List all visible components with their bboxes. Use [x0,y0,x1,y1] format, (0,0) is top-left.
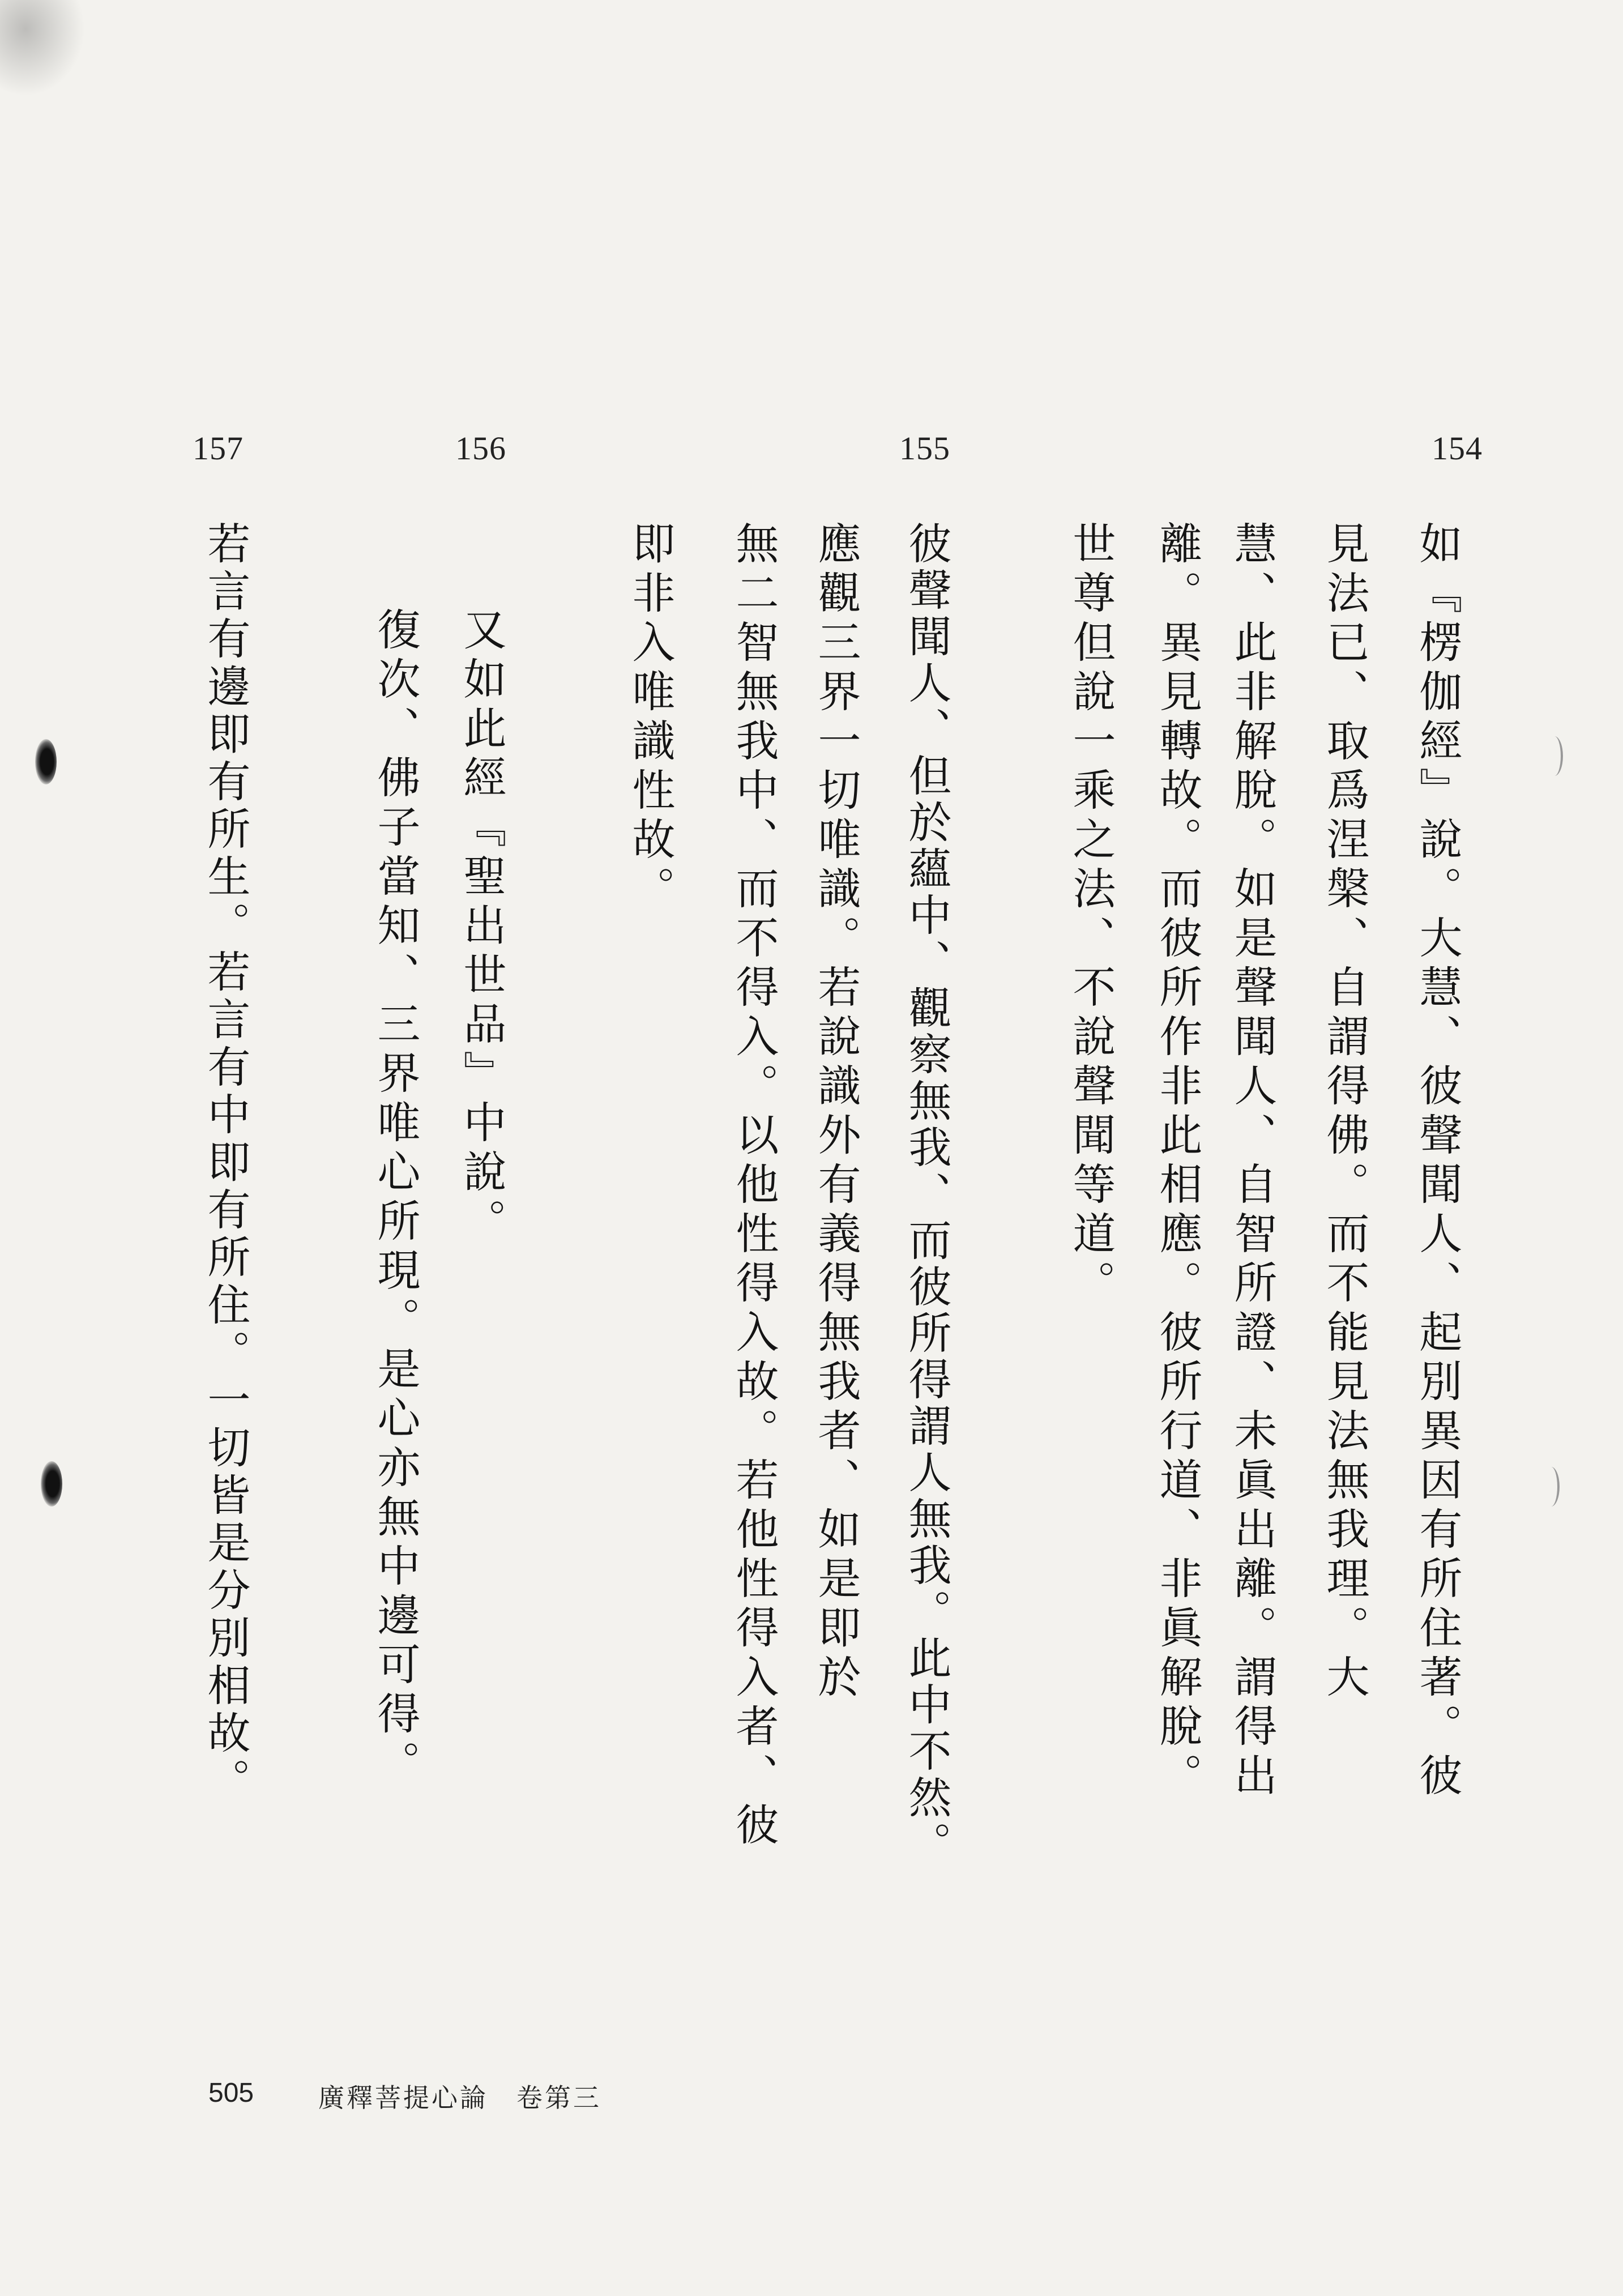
section-number-156: 156 [455,430,506,467]
section-number-154: 154 [1432,430,1483,467]
text-line: 又如此經『聖出世品』中說。 [456,607,507,1248]
text-line: 世尊但說一乘之法、不說聲聞等道。 [1066,521,1116,1309]
text-line: 如『楞伽經』說。大慧、彼聲聞人、起別異因有所住著。彼 [1412,521,1463,1802]
binding-mark-right-lower [1543,1467,1560,1507]
section-number-157: 157 [193,430,244,467]
text-line: 離。異見轉故。而彼所作非此相應。彼所行道、非眞解脫。 [1152,521,1203,1802]
scan-smudge [0,0,85,96]
text-line: 見法已、取爲涅槃、自謂得佛。而不能見法無我理。大 [1319,521,1370,1704]
binding-mark-right-upper [1546,736,1563,776]
text-line: 復次、佛子當知、三界唯心所現。是心亦無中邊可得。 [370,607,421,1790]
binding-hole-upper [35,739,57,784]
text-line: 應觀三界一切唯識。若說識外有義得無我者、如是即於 [811,521,861,1704]
running-title: 廣釋菩提心論 卷第三 [318,2082,601,2113]
text-line: 無二智無我中、而不得入。以他性得入故。若他性得入者、彼 [729,521,779,1851]
text-line: 慧、此非解脫。如是聲聞人、自智所證、未眞出離。謂得出 [1227,521,1278,1802]
binding-hole-lower [41,1461,62,1507]
text-line: 彼聲聞人、但於蘊中、觀察無我、而彼所得謂人無我。此中不然。 [902,521,952,1868]
text-line: 即非入唯識性故。 [625,521,676,915]
page-number: 505 [208,2078,254,2108]
section-number-155: 155 [899,430,950,467]
text-line: 若言有邊即有所生。若言有中即有所住。一切皆是分別相故。 [200,521,251,1806]
